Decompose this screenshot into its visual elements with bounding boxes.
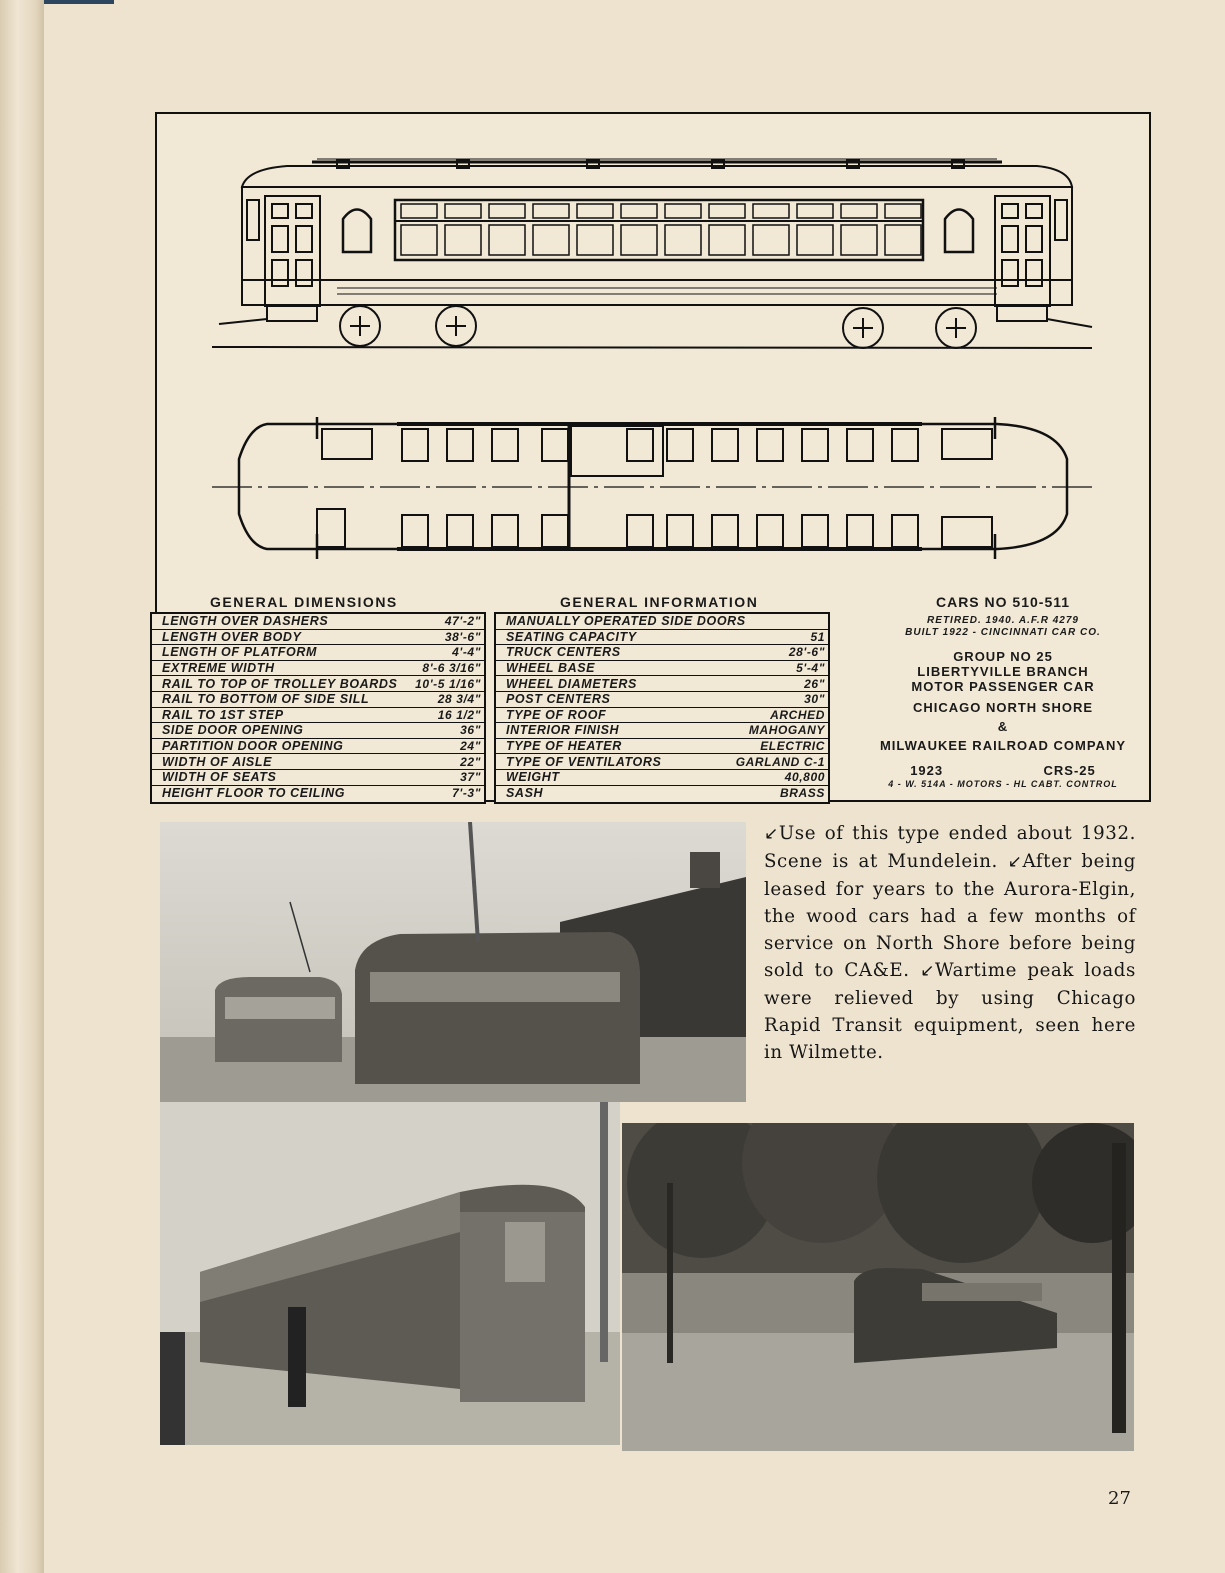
dimension-row <box>152 645 484 661</box>
information-label: INTERIOR FINISH <box>506 723 620 738</box>
photo-wilmette-image <box>622 1123 1134 1451</box>
general-information-title: GENERAL INFORMATION <box>560 594 759 610</box>
seat <box>492 429 518 461</box>
seat <box>402 515 428 547</box>
page-number: 27 <box>1108 1488 1131 1509</box>
dimension-label: RAIL TO BOTTOM OF SIDE SILL <box>162 692 370 707</box>
information-row <box>496 645 828 661</box>
caption-text <box>764 820 1136 1066</box>
photo-platform-image <box>160 1102 620 1445</box>
information-value: GARLAND C-1 <box>735 754 825 769</box>
company-line-2: MILWAUKEE RAILROAD COMPANY <box>879 737 1127 753</box>
information-value: 51 <box>810 629 825 644</box>
dimension-label: SIDE DOOR OPENING <box>162 723 304 738</box>
information-value: 26" <box>804 676 825 691</box>
window-pane <box>709 204 745 218</box>
dimension-label: HEIGHT FLOOR TO CEILING <box>162 786 346 801</box>
dimension-label: WIDTH OF AISLE <box>162 754 273 769</box>
car-floor-plan <box>157 399 1147 599</box>
window-pane <box>885 225 921 255</box>
window-pane <box>841 225 877 255</box>
general-dimensions-table <box>150 612 486 804</box>
dimension-row <box>152 661 484 677</box>
information-label: WHEEL DIAMETERS <box>506 676 637 691</box>
retired-note: RETIRED. 1940. A.F.R 4279 <box>927 615 1079 627</box>
dimension-value: 36" <box>460 723 481 738</box>
window-pane <box>445 204 481 218</box>
car-info <box>860 594 1146 789</box>
company-line-1: CHICAGO NORTH SHORE <box>912 699 1094 715</box>
seat <box>757 429 783 461</box>
information-label: TYPE OF ROOF <box>506 707 607 722</box>
seat <box>402 429 428 461</box>
dimension-label: PARTITION DOOR OPENING <box>162 739 344 754</box>
dimension-value: 24" <box>460 739 481 754</box>
window-pane <box>489 204 525 218</box>
caption-mundelein: Use of this type ended about 1932. Scene is at Mundelein. <box>764 823 1136 872</box>
seat <box>667 515 693 547</box>
window-pane <box>665 225 701 255</box>
seat <box>892 429 918 461</box>
seat <box>757 515 783 547</box>
information-row <box>496 739 828 755</box>
window-pane <box>445 225 481 255</box>
photo-mundelein-image <box>160 822 746 1102</box>
information-row <box>496 676 828 692</box>
window-pane <box>621 204 657 218</box>
window-pane <box>533 225 569 255</box>
window-pane <box>797 204 833 218</box>
dimension-row <box>152 786 484 802</box>
seat <box>492 515 518 547</box>
general-information-table <box>494 612 830 804</box>
dimension-label: EXTREME WIDTH <box>162 661 275 676</box>
seat <box>802 515 828 547</box>
photo-wood-cars-platform <box>160 1102 620 1445</box>
information-row <box>496 614 828 630</box>
information-value: BRASS <box>779 786 825 801</box>
company-ampersand: & <box>997 718 1009 734</box>
built-note: BUILT 1922 - CINCINNATI CAR CO. <box>905 626 1101 638</box>
seat <box>447 429 473 461</box>
dimension-value: 38'-6" <box>444 629 481 644</box>
dimension-label: LENGTH OVER BODY <box>162 629 302 644</box>
branch-name: LIBERTYVILLE BRANCH <box>917 664 1089 680</box>
window-pane <box>753 225 789 255</box>
window-pane <box>533 204 569 218</box>
dimension-label: RAIL TO 1ST STEP <box>162 707 284 722</box>
window-pane <box>401 225 437 255</box>
information-label: TYPE OF HEATER <box>506 739 622 754</box>
window-pane <box>621 225 657 255</box>
dimension-label: WIDTH OF SEATS <box>162 770 277 785</box>
information-value: 30" <box>804 692 825 707</box>
dimension-row <box>152 614 484 630</box>
seat <box>847 429 873 461</box>
information-value: 5'-4" <box>796 661 825 676</box>
window-pane <box>709 225 745 255</box>
information-label: SEATING CAPACITY <box>506 629 637 644</box>
dimension-value: 10'-5 1/16" <box>415 676 481 691</box>
group-number: GROUP NO 25 <box>953 649 1053 665</box>
information-value: 28'-6" <box>788 645 825 660</box>
photo-wilmette-street <box>622 1123 1134 1451</box>
seat <box>712 515 738 547</box>
window-pane <box>797 225 833 255</box>
dimension-value: 47'-2" <box>444 614 481 629</box>
dimension-row <box>152 692 484 708</box>
information-value: 40,800 <box>784 770 825 785</box>
book-spine <box>0 0 44 1573</box>
car-numbers: CARS NO 510-511 <box>935 594 1071 610</box>
dimension-row <box>152 739 484 755</box>
caption-aurora-elgin: After being leased for years to the Aurora-Elgin, the wood cars had a few months of service on North Shore before being sold to CA&E. <box>764 851 1136 981</box>
dimension-row <box>152 630 484 646</box>
page-edge-mark <box>44 0 114 4</box>
window-pane <box>577 204 613 218</box>
information-label: POST CENTERS <box>506 692 611 707</box>
information-row <box>496 630 828 646</box>
photo-mundelein-station <box>160 822 746 1102</box>
information-row <box>496 692 828 708</box>
dimension-value: 16 1/2" <box>437 707 481 722</box>
information-label: SASH <box>506 786 544 801</box>
seat <box>542 429 568 461</box>
window-pane <box>841 204 877 218</box>
dimension-value: 22" <box>460 754 481 769</box>
seat <box>847 515 873 547</box>
drawing-code: CRS-25 <box>1043 762 1096 778</box>
car-side-elevation <box>157 114 1147 364</box>
seat <box>892 515 918 547</box>
arrow-down-left-icon: ↙ <box>920 961 935 981</box>
dimension-value: 7'-3" <box>452 786 481 801</box>
seat <box>712 429 738 461</box>
information-row <box>496 786 828 802</box>
information-row <box>496 754 828 770</box>
seat <box>542 515 568 547</box>
dimension-value: 28 3/4" <box>437 692 481 707</box>
information-label: WHEEL BASE <box>506 661 596 676</box>
dimension-value: 8'-6 3/16" <box>422 661 481 676</box>
information-row <box>496 723 828 739</box>
seat <box>627 515 653 547</box>
car-type: MOTOR PASSENGER CAR <box>911 678 1095 694</box>
dimension-label: LENGTH OVER DASHERS <box>162 614 329 629</box>
window-pane <box>753 204 789 218</box>
information-row <box>496 770 828 786</box>
window-pane <box>885 204 921 218</box>
dimension-value: 37" <box>460 770 481 785</box>
drawing-year: 1923 <box>910 762 944 778</box>
seat <box>802 429 828 461</box>
seat <box>447 515 473 547</box>
dimension-label: LENGTH OF PLATFORM <box>162 645 317 660</box>
window-pane <box>401 204 437 218</box>
information-label: MANUALLY OPERATED SIDE DOORS <box>506 614 746 629</box>
dimension-value: 4'-4" <box>452 645 481 660</box>
seat <box>627 429 653 461</box>
dimension-row <box>152 676 484 692</box>
arrow-left-icon: ↙ <box>764 824 779 844</box>
dimension-label: RAIL TO TOP OF TROLLEY BOARDS <box>162 676 398 691</box>
motor-note: 4 - W. 514A - MOTORS - HL CABT. CONTROL <box>888 778 1118 789</box>
arrow-down-left-icon: ↙ <box>1007 852 1023 872</box>
window-pane <box>577 225 613 255</box>
information-label: WEIGHT <box>506 770 560 785</box>
caption-wilmette: Wartime peak loads were relieved by using Chicago Rapid Transit equipment, seen here in Wilmette. <box>764 960 1136 1063</box>
window-pane <box>665 204 701 218</box>
dimension-row <box>152 754 484 770</box>
information-label: TRUCK CENTERS <box>506 645 621 660</box>
information-row <box>496 661 828 677</box>
window-pane <box>489 225 525 255</box>
dimension-row <box>152 708 484 724</box>
dimension-row <box>152 770 484 786</box>
information-label: TYPE OF VENTILATORS <box>506 754 662 769</box>
information-row <box>496 708 828 724</box>
general-dimensions-title: GENERAL DIMENSIONS <box>210 594 398 610</box>
information-value: ARCHED <box>770 707 825 722</box>
information-value: MAHOGANY <box>748 723 825 738</box>
seat <box>667 429 693 461</box>
information-value: ELECTRIC <box>760 739 825 754</box>
dimension-row <box>152 723 484 739</box>
